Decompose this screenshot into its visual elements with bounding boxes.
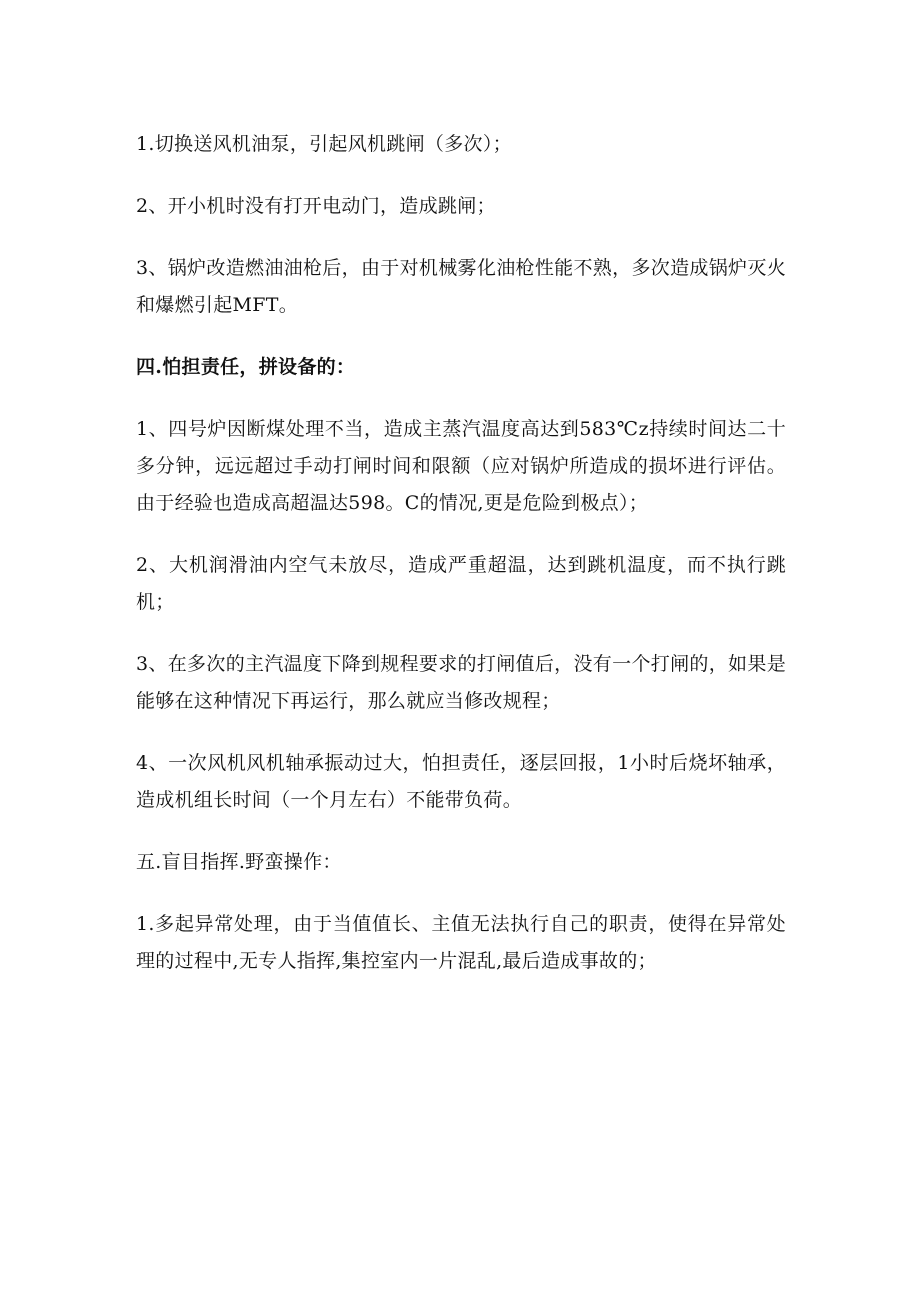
section-5-heading: 五.盲目指挥.野蛮操作： [136, 851, 342, 873]
paragraph-4-3: 3、在多次的主汽温度下降到规程要求的打闸值后，没有一个打闸的，如果是能够在这种情况下再运行，那么就应当修改规程； [136, 653, 786, 712]
paragraph-3-2: 2、开小机时没有打开电动门，造成跳闸； [136, 195, 496, 217]
paragraph-4-4: 4、一次风机风机轴承振动过大，怕担责任，逐层回报，1小时后烧坏轴承，造成机组长时间（一个月左右）不能带负荷。 [136, 752, 786, 811]
paragraph-4-1: 1、四号炉因断煤处理不当，造成主蒸汽温度高达到583℃z持续时间达二十多分钟，远远超过手动打闸时间和限额（应对锅炉所造成的损坏进行评估。由于经验也造成高超温达598。C的情况,更是危险到极点）； [136, 418, 786, 514]
section-4-heading: 四.怕担责任，拼设备的： [136, 356, 356, 378]
paragraph-3-1: 1.切换送风机油泵，引起风机跳闸（多次）； [136, 133, 512, 155]
paragraph-4-2: 2、大机润滑油内空气未放尽，造成严重超温，达到跳机温度，而不执行跳机； [136, 554, 786, 613]
paragraph-3-3: 3、锅炉改造燃油油枪后，由于对机械雾化油枪性能不熟，多次造成锅炉灭火和爆燃引起MFT。 [136, 257, 786, 316]
paragraph-5-1: 1.多起异常处理，由于当值值长、主值无法执行自己的职责，使得在异常处理的过程中,无专人指挥,集控室内一片混乱,最后造成事故的； [136, 913, 786, 972]
document-page [136, 126, 786, 1005]
